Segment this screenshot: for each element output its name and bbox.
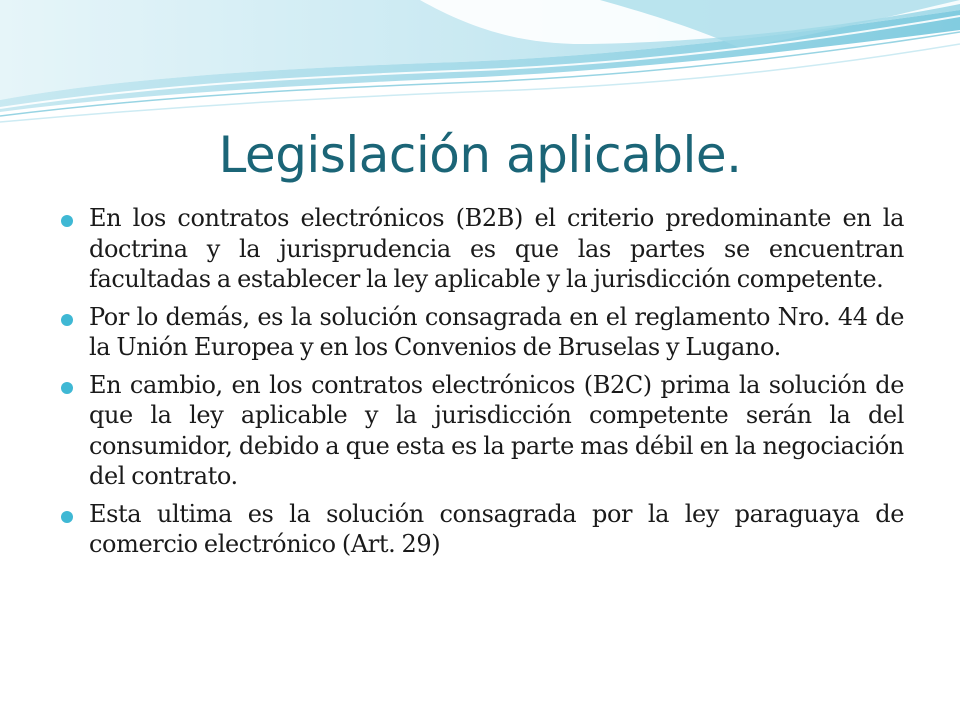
list-item: [58, 302, 904, 363]
bullet-text: En los contratos electrónicos (B2B) el criterio predominante en la doctrina y la jurisprudencia es que las partes se encuentran facultadas a establecer la ley aplicable y la jurisdicción competente.: [89, 204, 904, 293]
bullet-dot-icon: [61, 314, 73, 326]
bullet-dot-icon: [61, 215, 73, 227]
list-item: [58, 499, 904, 560]
bullet-dot-icon: [61, 511, 73, 523]
bullet-text: Esta ultima es la solución consagrada por la ley paraguaya de comercio electrónico (Art. 29): [89, 499, 904, 558]
bullet-text: Por lo demás, es la solución consagrada en el reglamento Nro. 44 de la Unión Europea y en los Convenios de Bruselas y Lugano.: [89, 302, 904, 361]
header-wave-icon: [0, 0, 960, 130]
slide-title: Legislación aplicable.: [218, 126, 742, 184]
bullet-text: En cambio, en los contratos electrónicos (B2C) prima la solución de que la ley aplicable y la jurisdicción competente serán la del consumidor, debido a que esta es la parte mas débil en la negociación del contrato.: [89, 370, 904, 490]
list-item: [58, 370, 904, 492]
bullet-dot-icon: [61, 382, 73, 394]
bullet-list: [58, 203, 904, 567]
list-item: [58, 203, 904, 295]
